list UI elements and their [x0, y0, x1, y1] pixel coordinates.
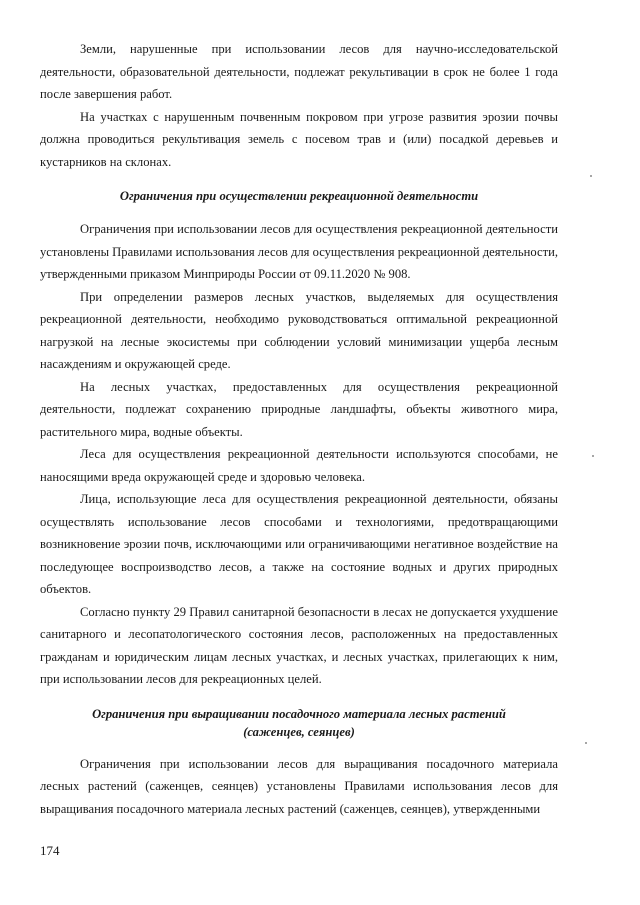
paragraph-plot-size: При определении размеров лесных участков, выделяемых для осуществления рекреационной деятельности, необходимо руководствоваться оптимальной рекреационной нагрузкой на лесные экосистемы при соблюдении условий минимизации ущерба лесным насаждениям и окружающей среде.	[40, 289, 558, 371]
paragraph-planting-material-rules: Ограничения при использовании лесов для выращивания посадочного материала лесных растений (саженцев, сеянцев) установлены Правилами использования лесов для выращивания посадочного материала лесных растений (саженцев, сеянцев), утвержденными	[40, 756, 558, 816]
page-number: 174	[40, 843, 60, 858]
scan-speck	[592, 455, 594, 457]
section-heading-planting-material	[40, 705, 558, 741]
paragraph-land-reclamation: Земли, нарушенные при использовании лесов для научно-исследовательской деятельности, образовательной деятельности, подлежат рекультивации в срок не более 1 года после завершения работ.	[40, 42, 558, 101]
paragraph-landscape-preservation: На лесных участках, предоставленных для осуществления рекреационной деятельности, подлежат сохранению природные ландшафты, объекты животного мира, растительного мира, водные объекты.	[40, 379, 558, 439]
scan-speck	[590, 175, 592, 177]
paragraph-sanitary-rules: Согласно пункту 29 Правил санитарной безопасности в лесах не допускается ухудшение санитарного и лесопатологического состояния лесов, расположенных на предоставленных гражданам и юридическим лицам лесных участках, и лесных участках, прилегающих к ним, при использовании лесов для рекреационных целей.	[40, 604, 558, 686]
section-heading-line-2: (саженцев, сеянцев)	[243, 724, 355, 739]
paragraph-recreation-rules: Ограничения при использовании лесов для осуществления рекреационной деятельности установлены Правилами использования лесов для осуществления рекреационной деятельности, утвержденными приказом Минприроды России от 09.11.2020 № 908.	[40, 222, 559, 281]
paragraph-no-harm: Леса для осуществления рекреационной деятельности используются способами, не наносящими вреда окружающей среде и здоровью человека.	[40, 447, 558, 484]
paragraph-obligations: Лица, использующие леса для осуществления рекреационной деятельности, обязаны осуществлять использование лесов способами и технологиями, предотвращающими возникновение эрозии почв, исключающими или ограничивающими негативное воздействие на последующее воспроизводство лесов, а также на состояние водных и других природных объектов.	[40, 492, 558, 596]
section-heading-line-1: Ограничения при выращивании посадочного материала лесных растений	[92, 706, 506, 721]
section-heading-recreation: Ограничения при осуществлении рекреационной деятельности	[119, 189, 479, 203]
scan-speck	[585, 742, 587, 744]
page-body	[40, 38, 558, 820]
paragraph-soil-erosion: На участках с нарушенным почвенным покровом при угрозе развития эрозии почвы должна проводиться рекультивация земель с посевом трав и (или) посадкой деревьев и кустарников на склонах.	[40, 109, 558, 169]
